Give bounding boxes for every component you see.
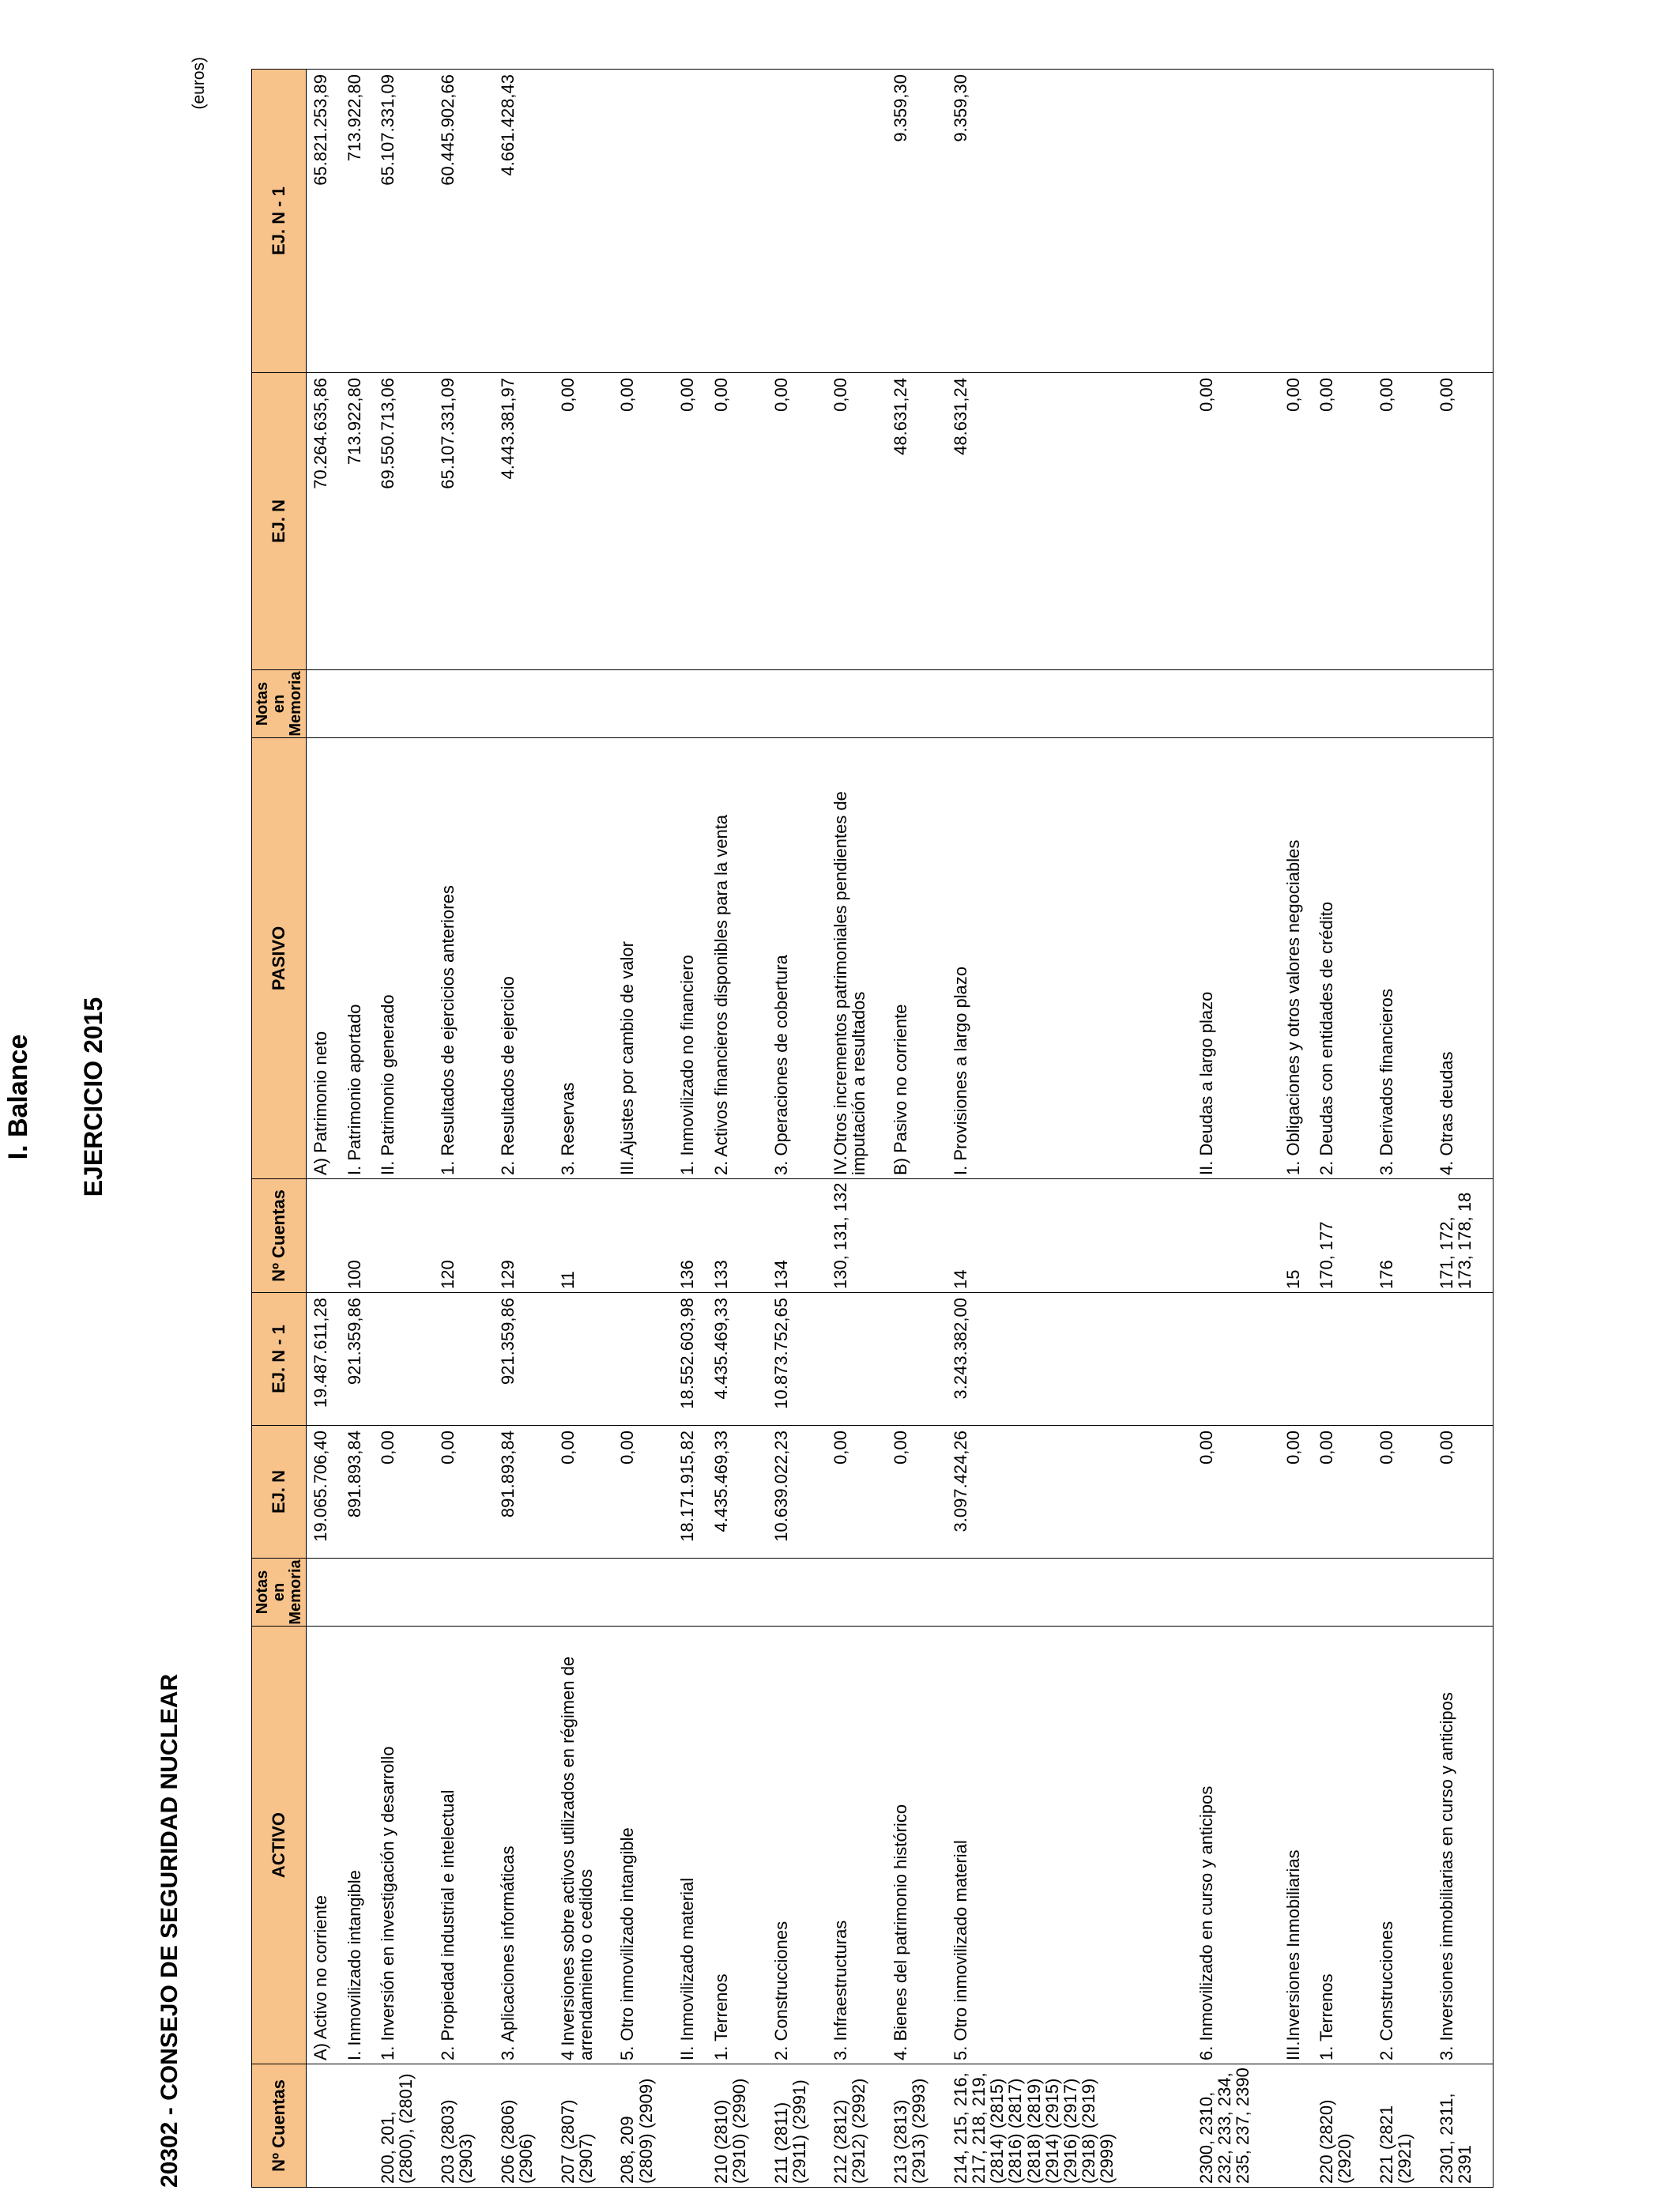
pasivo-cuentas-cell: 171, 172, 173, 178, 18 — [1433, 1179, 1494, 1293]
activo-notas-cell — [1373, 1559, 1433, 1627]
pasivo-cuentas-cell: 133 — [707, 1179, 767, 1293]
activo-label-cell: A) Activo no corriente — [307, 1627, 341, 2064]
table-row — [707, 70, 767, 2188]
activo-ejn-cell: 891.893,84 — [494, 1426, 554, 1559]
activo-label-cell: 3. Inversiones inmobiliarias en curso y anticipos — [1433, 1627, 1494, 2064]
pasivo-ejn-cell: 0,00 — [1279, 373, 1313, 670]
activo-cuentas-cell: 212 (2812) (2912) (2992) — [827, 2064, 887, 2188]
pasivo-notas-cell — [673, 670, 706, 738]
header-activo-ejn1: EJ. N - 1 — [252, 1293, 307, 1426]
pasivo-label-cell: 3. Reservas — [554, 738, 614, 1179]
table-row — [341, 70, 374, 2188]
activo-cuentas-cell: 220 (2820) (2920) — [1313, 2064, 1373, 2188]
table-row — [613, 70, 673, 2188]
pasivo-notas-cell — [307, 670, 341, 738]
pasivo-ejn-cell: 69.550.713,06 — [374, 373, 434, 670]
pasivo-notas-cell — [1313, 670, 1373, 738]
activo-ejn1-cell — [554, 1293, 614, 1426]
activo-cuentas-cell: 207 (2807) (2907) — [554, 2064, 614, 2188]
pasivo-notas-cell — [947, 670, 1192, 738]
pasivo-ejn-cell: 0,00 — [673, 373, 706, 670]
activo-ejn1-cell: 4.435.469,33 — [707, 1293, 767, 1426]
pasivo-notas-cell — [707, 670, 767, 738]
pasivo-ejn-cell: 0,00 — [554, 373, 614, 670]
header-pasivo-cuentas: Nº Cuentas — [252, 1179, 307, 1293]
table-row — [947, 70, 1192, 2188]
activo-cuentas-cell — [341, 2064, 374, 2188]
pasivo-cuentas-cell: 15 — [1279, 1179, 1313, 1293]
pasivo-ejn-cell: 0,00 — [1192, 373, 1279, 670]
pasivo-label-cell: 2. Resultados de ejercicio — [494, 738, 554, 1179]
activo-notas-cell — [887, 1559, 947, 1627]
header-pasivo-notas: Notas en Memoria — [252, 670, 307, 738]
pasivo-notas-cell — [374, 670, 434, 738]
activo-notas-cell — [707, 1559, 767, 1627]
activo-cuentas-cell: 200, 201, (2800), (2801) — [374, 2064, 434, 2188]
activo-ejn-cell: 4.435.469,33 — [707, 1426, 767, 1559]
pasivo-ejn1-cell — [1433, 70, 1494, 373]
pasivo-label-cell: II. Deudas a largo plazo — [1192, 738, 1279, 1179]
pasivo-notas-cell — [1279, 670, 1313, 738]
activo-notas-cell — [613, 1559, 673, 1627]
activo-notas-cell — [1192, 1559, 1279, 1627]
pasivo-cuentas-cell — [374, 1179, 434, 1293]
activo-cuentas-cell: 206 (2806) (2906) — [494, 2064, 554, 2188]
activo-notas-cell — [341, 1559, 374, 1627]
pasivo-ejn1-cell: 9.359,30 — [947, 70, 1192, 373]
pasivo-label-cell: II. Patrimonio generado — [374, 738, 434, 1179]
pasivo-label-cell: 2. Activos financieros disponibles para la venta — [707, 738, 767, 1179]
pasivo-ejn1-cell: 65.821.253,89 — [307, 70, 341, 373]
activo-label-cell: 1. Terrenos — [1313, 1627, 1373, 2064]
activo-label-cell: 5. Otro inmovilizado material — [947, 1627, 1192, 2064]
pasivo-ejn1-cell: 60.445.902,66 — [434, 70, 494, 373]
activo-notas-cell — [554, 1559, 614, 1627]
activo-cuentas-cell: 2301, 2311, 2391 — [1433, 2064, 1494, 2188]
table-row — [1373, 70, 1433, 2188]
header-activo-ejn: EJ. N — [252, 1426, 307, 1559]
pasivo-ejn-cell: 70.264.635,86 — [307, 373, 341, 670]
pasivo-ejn-cell: 0,00 — [827, 373, 887, 670]
pasivo-notas-cell — [341, 670, 374, 738]
pasivo-ejn-cell: 0,00 — [707, 373, 767, 670]
activo-ejn1-cell — [613, 1293, 673, 1426]
pasivo-ejn-cell: 48.631,24 — [947, 373, 1192, 670]
table-row — [1313, 70, 1373, 2188]
activo-cuentas-cell: 208, 209 (2809) (2909) — [613, 2064, 673, 2188]
activo-ejn-cell: 0,00 — [827, 1426, 887, 1559]
pasivo-ejn1-cell: 4.661.428,43 — [494, 70, 554, 373]
activo-cuentas-cell: 214, 215, 216, 217, 218, 219, (2814) (2815) (2816) (2817) (2818) (2819) (2914) (2915) (2916) (2917) (2918) (2919) (2999) — [947, 2064, 1192, 2188]
header-activo-notas: Notas en Memoria — [252, 1559, 307, 1627]
pasivo-label-cell: 2. Deudas con entidades de crédito — [1313, 738, 1373, 1179]
entity-name: 20302 - CONSEJO DE SEGURIDAD NUCLEAR — [156, 1673, 183, 2188]
pasivo-ejn-cell: 0,00 — [1373, 373, 1433, 670]
pasivo-notas-cell — [1192, 670, 1279, 738]
activo-notas-cell — [1313, 1559, 1373, 1627]
activo-notas-cell — [307, 1559, 341, 1627]
balance-table — [251, 69, 1494, 2188]
pasivo-ejn1-cell: 65.107.331,09 — [374, 70, 434, 373]
pasivo-notas-cell — [613, 670, 673, 738]
activo-ejn-cell: 891.893,84 — [341, 1426, 374, 1559]
activo-label-cell: II. Inmovilizado material — [673, 1627, 706, 2064]
pasivo-label-cell: 1. Inmovilizado no financiero — [673, 738, 706, 1179]
pasivo-cuentas-cell: 129 — [494, 1179, 554, 1293]
activo-ejn1-cell — [1192, 1293, 1279, 1426]
balance-table-body — [307, 70, 1494, 2188]
activo-ejn1-cell — [434, 1293, 494, 1426]
activo-ejn1-cell — [827, 1293, 887, 1426]
document-subtitle: EJERCICIO 2015 — [79, 997, 107, 1197]
table-row — [494, 70, 554, 2188]
activo-ejn-cell: 0,00 — [1192, 1426, 1279, 1559]
pasivo-cuentas-cell — [1192, 1179, 1279, 1293]
activo-notas-cell — [1433, 1559, 1494, 1627]
activo-label-cell: 4 Inversiones sobre activos utilizados en régimen de arrendamiento o cedidos — [554, 1627, 614, 2064]
activo-label-cell: 1. Terrenos — [707, 1627, 767, 2064]
pasivo-label-cell: III.Ajustes por cambio de valor — [613, 738, 673, 1179]
pasivo-ejn-cell: 4.443.381,97 — [494, 373, 554, 670]
activo-ejn1-cell — [1279, 1293, 1313, 1426]
activo-ejn-cell: 0,00 — [554, 1426, 614, 1559]
pasivo-cuentas-cell: 170, 177 — [1313, 1179, 1373, 1293]
pasivo-cuentas-cell: 14 — [947, 1179, 1192, 1293]
activo-ejn1-cell — [1313, 1293, 1373, 1426]
pasivo-notas-cell — [494, 670, 554, 738]
pasivo-ejn1-cell — [554, 70, 614, 373]
activo-ejn-cell: 0,00 — [1313, 1426, 1373, 1559]
activo-cuentas-cell: 211 (2811) (2911) (2991) — [767, 2064, 827, 2188]
table-row — [887, 70, 947, 2188]
table-row — [374, 70, 434, 2188]
activo-notas-cell — [947, 1559, 1192, 1627]
pasivo-notas-cell — [1433, 670, 1494, 738]
activo-ejn1-cell: 19.487.611,28 — [307, 1293, 341, 1426]
pasivo-notas-cell — [887, 670, 947, 738]
pasivo-ejn1-cell — [1373, 70, 1433, 373]
pasivo-ejn1-cell — [1313, 70, 1373, 373]
header-pasivo-ejn: EJ. N — [252, 373, 307, 670]
pasivo-ejn1-cell — [1279, 70, 1313, 373]
pasivo-cuentas-cell: 11 — [554, 1179, 614, 1293]
activo-notas-cell — [767, 1559, 827, 1627]
activo-ejn-cell: 18.171.915,82 — [673, 1426, 706, 1559]
pasivo-ejn1-cell — [1192, 70, 1279, 373]
activo-ejn1-cell: 18.552.603,98 — [673, 1293, 706, 1426]
header-activo: ACTIVO — [252, 1627, 307, 2064]
activo-ejn1-cell: 921.359,86 — [341, 1293, 374, 1426]
pasivo-cuentas-cell: 100 — [341, 1179, 374, 1293]
document-title: I. Balance — [3, 1034, 33, 1160]
pasivo-notas-cell — [1373, 670, 1433, 738]
pasivo-label-cell: 3. Operaciones de cobertura — [767, 738, 827, 1179]
activo-ejn1-cell: 3.243.382,00 — [947, 1293, 1192, 1426]
activo-ejn-cell: 0,00 — [1433, 1426, 1494, 1559]
pasivo-ejn-cell: 48.631,24 — [887, 373, 947, 670]
activo-cuentas-cell: 2300, 2310, 232, 233, 234, 235, 237, 2390 — [1192, 2064, 1279, 2188]
table-row — [827, 70, 887, 2188]
activo-notas-cell — [374, 1559, 434, 1627]
activo-notas-cell — [827, 1559, 887, 1627]
activo-cuentas-cell: 221 (2821 (2921) — [1373, 2064, 1433, 2188]
activo-cuentas-cell: 213 (2813) (2913) (2993) — [887, 2064, 947, 2188]
header-pasivo: PASIVO — [252, 738, 307, 1179]
activo-ejn1-cell — [887, 1293, 947, 1426]
activo-ejn-cell: 19.065.706,40 — [307, 1426, 341, 1559]
pasivo-ejn1-cell — [673, 70, 706, 373]
activo-ejn-cell: 0,00 — [613, 1426, 673, 1559]
pasivo-cuentas-cell: 130, 131, 132 — [827, 1179, 887, 1293]
pasivo-label-cell: 4. Otras deudas — [1433, 738, 1494, 1179]
activo-ejn-cell: 3.097.424,26 — [947, 1426, 1192, 1559]
pasivo-ejn1-cell — [613, 70, 673, 373]
pasivo-ejn1-cell — [707, 70, 767, 373]
activo-cuentas-cell — [673, 2064, 706, 2188]
activo-ejn1-cell — [1373, 1293, 1433, 1426]
pasivo-ejn-cell: 0,00 — [1313, 373, 1373, 670]
table-row — [673, 70, 706, 2188]
activo-ejn1-cell: 921.359,86 — [494, 1293, 554, 1426]
pasivo-label-cell: I. Provisiones a largo plazo — [947, 738, 1192, 1179]
activo-notas-cell — [1279, 1559, 1313, 1627]
table-row — [434, 70, 494, 2188]
pasivo-cuentas-cell: 134 — [767, 1179, 827, 1293]
pasivo-cuentas-cell: 120 — [434, 1179, 494, 1293]
activo-cuentas-cell — [1279, 2064, 1313, 2188]
activo-label-cell: 6. Inmovilizado en curso y anticipos — [1192, 1627, 1279, 2064]
pasivo-cuentas-cell — [613, 1179, 673, 1293]
activo-ejn1-cell — [1433, 1293, 1494, 1426]
pasivo-notas-cell — [434, 670, 494, 738]
pasivo-ejn-cell: 713.922,80 — [341, 373, 374, 670]
activo-ejn-cell: 0,00 — [374, 1426, 434, 1559]
activo-label-cell: 5. Otro inmovilizado intangible — [613, 1627, 673, 2064]
pasivo-label-cell: I. Patrimonio aportado — [341, 738, 374, 1179]
pasivo-label-cell: IV.Otros incrementos patrimoniales pendientes de imputación a resultados — [827, 738, 887, 1179]
activo-ejn-cell: 0,00 — [887, 1426, 947, 1559]
units-label: (euros) — [190, 57, 208, 110]
activo-label-cell: I. Inmovilizado intangible — [341, 1627, 374, 2064]
pasivo-ejn1-cell — [767, 70, 827, 373]
activo-notas-cell — [434, 1559, 494, 1627]
pasivo-label-cell: 3. Derivados financieros — [1373, 738, 1433, 1179]
pasivo-notas-cell — [767, 670, 827, 738]
table-row — [1279, 70, 1313, 2188]
activo-ejn-cell: 0,00 — [434, 1426, 494, 1559]
activo-notas-cell — [673, 1559, 706, 1627]
pasivo-cuentas-cell: 176 — [1373, 1179, 1433, 1293]
table-row — [1192, 70, 1279, 2188]
activo-ejn1-cell — [374, 1293, 434, 1426]
pasivo-ejn1-cell: 9.359,30 — [887, 70, 947, 373]
activo-cuentas-cell — [307, 2064, 341, 2188]
pasivo-ejn-cell: 0,00 — [767, 373, 827, 670]
header-pasivo-ejn1: EJ. N - 1 — [252, 70, 307, 373]
activo-label-cell: 4. Bienes del patrimonio histórico — [887, 1627, 947, 2064]
header-activo-cuentas: Nº Cuentas — [252, 2064, 307, 2188]
activo-label-cell: 2. Construcciones — [1373, 1627, 1433, 2064]
activo-label-cell: 1. Inversión en investigación y desarrollo — [374, 1627, 434, 2064]
activo-notas-cell — [494, 1559, 554, 1627]
pasivo-ejn-cell: 0,00 — [613, 373, 673, 670]
activo-label-cell: 2. Propiedad industrial e intelectual — [434, 1627, 494, 2064]
activo-ejn-cell: 0,00 — [1279, 1426, 1313, 1559]
activo-label-cell: 3. Infraestructuras — [827, 1627, 887, 2064]
header-row — [252, 70, 307, 2188]
activo-ejn1-cell: 10.873.752,65 — [767, 1293, 827, 1426]
pasivo-ejn1-cell: 713.922,80 — [341, 70, 374, 373]
pasivo-ejn-cell: 65.107.331,09 — [434, 373, 494, 670]
activo-cuentas-cell: 203 (2803) (2903) — [434, 2064, 494, 2188]
pasivo-ejn1-cell — [827, 70, 887, 373]
pasivo-label-cell: B) Pasivo no corriente — [887, 738, 947, 1179]
pasivo-cuentas-cell: 136 — [673, 1179, 706, 1293]
table-row — [767, 70, 827, 2188]
activo-ejn-cell: 0,00 — [1373, 1426, 1433, 1559]
table-row — [554, 70, 614, 2188]
activo-label-cell: 2. Construcciones — [767, 1627, 827, 2064]
activo-ejn-cell: 10.639.022,23 — [767, 1426, 827, 1559]
pasivo-notas-cell — [827, 670, 887, 738]
table-row — [307, 70, 341, 2188]
pasivo-label-cell: 1. Resultados de ejercicios anteriores — [434, 738, 494, 1179]
pasivo-notas-cell — [554, 670, 614, 738]
activo-label-cell: 3. Aplicaciones informáticas — [494, 1627, 554, 2064]
table-row — [1433, 70, 1494, 2188]
activo-label-cell: III.Inversiones Inmobiliarias — [1279, 1627, 1313, 2064]
pasivo-cuentas-cell — [307, 1179, 341, 1293]
pasivo-ejn-cell: 0,00 — [1433, 373, 1494, 670]
pasivo-label-cell: 1. Obligaciones y otros valores negociables — [1279, 738, 1313, 1179]
activo-cuentas-cell: 210 (2810) (2910) (2990) — [707, 2064, 767, 2188]
pasivo-cuentas-cell — [887, 1179, 947, 1293]
pasivo-label-cell: A) Patrimonio neto — [307, 738, 341, 1179]
